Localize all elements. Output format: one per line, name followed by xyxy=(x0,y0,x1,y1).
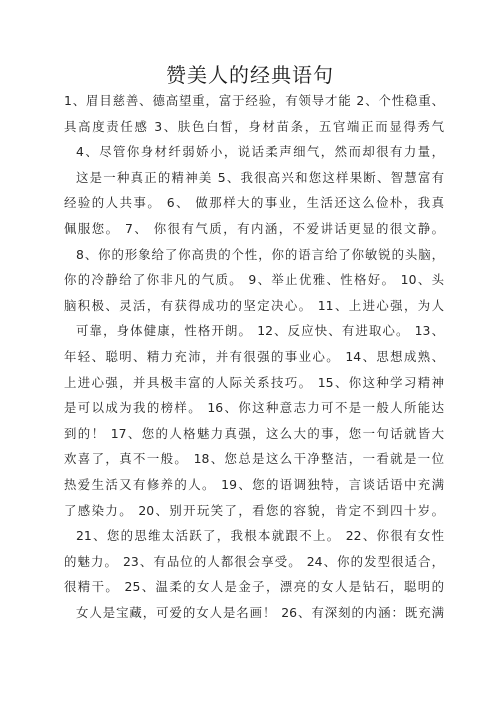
text-line: 4、尽管你身材纤弱娇小，说话柔声细气，然而却很有力量， xyxy=(76,144,444,160)
text-line: 具高度责任感 3、肤色白皙，身材苗条，五官端正而显得秀气 xyxy=(64,118,444,134)
text-line: 上进心强，并具极丰富的人际关系技巧。 15、你这种学习精神 xyxy=(64,374,444,390)
text-line: 热爱生活又有修养的人。 19、您的语调独特，言谈话语中充满 xyxy=(64,476,444,492)
text-line: 经验的人共事。 6、 做那样大的事业，生活还这么俭朴，我真 xyxy=(64,195,444,211)
text-line: 的魅力。 23、有品位的人都很会享受。 24、你的发型很适合， xyxy=(64,553,444,569)
text-line: 可靠，身体健康，性格开朗。 12、反应快、有进取心。 13、 xyxy=(76,323,444,339)
text-line: 脑积极、灵活，有获得成功的坚定决心。 11、上进心强，为人 xyxy=(64,297,444,313)
text-line: 佩服您。 7、 你很有气质，有内涵，不爱讲话更显的很文静。 xyxy=(64,220,444,236)
text-line: 是可以成为我的榜样。 16、你这种意志力可不是一般人所能达 xyxy=(64,400,444,416)
text-line: 了感染力。 20、别开玩笑了，看您的容貌，肯定不到四十岁。 xyxy=(64,502,444,518)
document-body xyxy=(64,88,444,625)
text-line: 21、您的思维太活跃了，我根本就跟不上。 22、你很有女性 xyxy=(76,528,444,544)
text-line: 到的！ 17、您的人格魅力真强，这么大的事，您一句话就皆大 xyxy=(64,425,444,441)
text-line: 1、眉目慈善、德高望重，富于经验，有领导才能 2、个性稳重、 xyxy=(64,93,444,108)
text-line: 这是一种真正的精神美 5、我很高兴和您这样果断、智慧富有 xyxy=(76,169,444,185)
text-line: 你的冷静给了你非凡的气质。 9、举止优雅、性格好。 10、头 xyxy=(64,272,444,288)
text-line: 很精干。 25、温柔的女人是金子，漂亮的女人是钻石，聪明的 xyxy=(64,579,444,595)
text-line: 欢喜了，真不一般。 18、您总是这么干净整洁，一看就是一位 xyxy=(64,451,444,467)
text-line: 8、你的形象给了你高贵的个性，你的语言给了你敏锐的头脑， xyxy=(76,246,444,262)
text-line: 女人是宝藏，可爱的女人是名画！ 26、有深刻的内涵：既充满 xyxy=(76,604,444,620)
document-title: 赞美人的经典语句 xyxy=(166,63,334,87)
text-line: 年轻、聪明、精力充沛，并有很强的事业心。 14、思想成熟、 xyxy=(64,348,444,364)
